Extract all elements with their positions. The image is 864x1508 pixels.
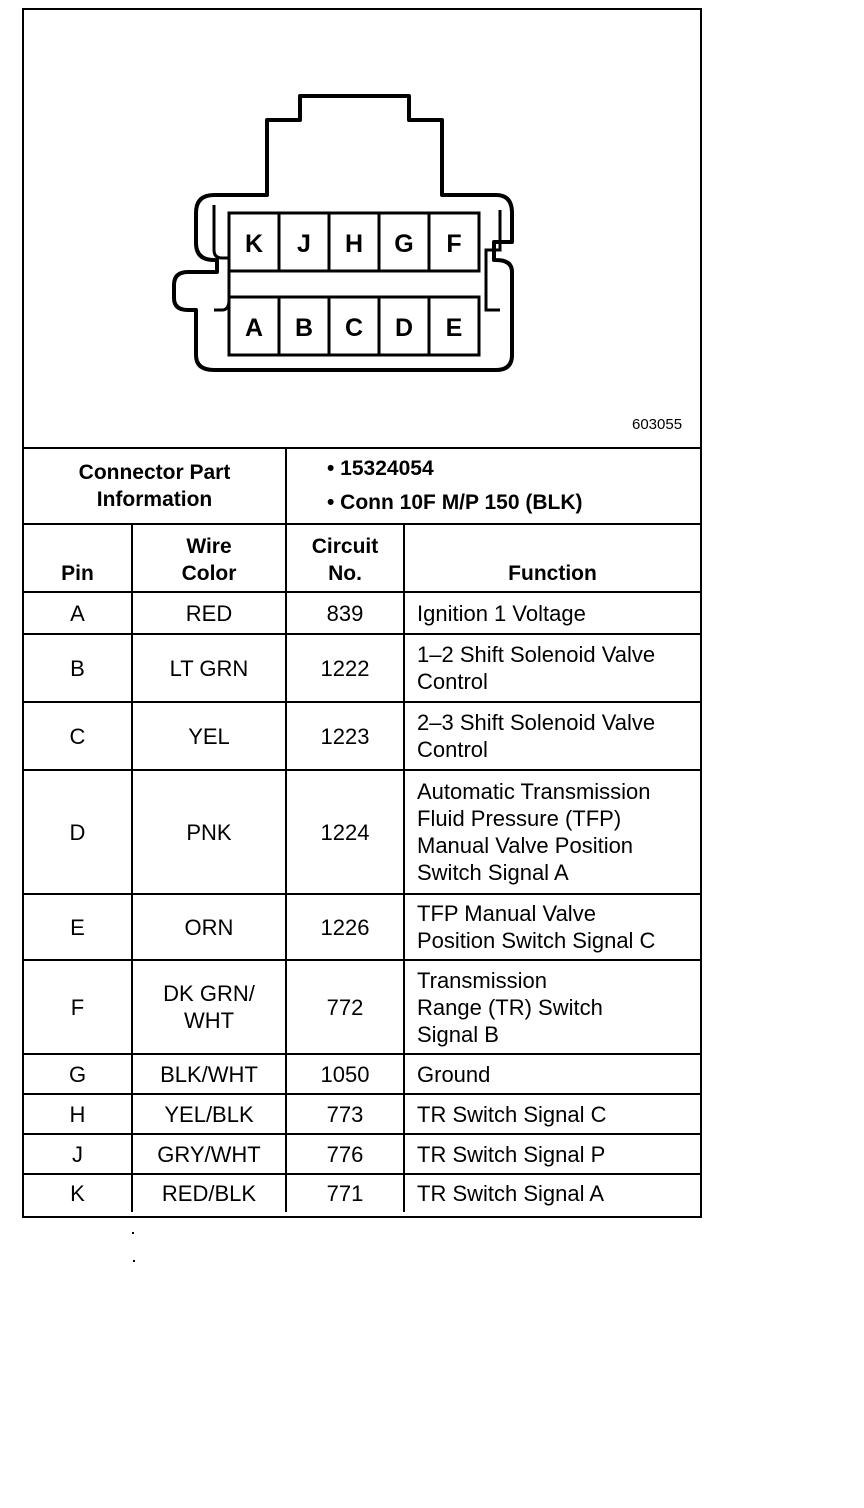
cell-circuit-text: 1224 <box>320 819 370 845</box>
cell-function-text: TR Switch Signal P <box>417 1141 606 1167</box>
cell-wire-color <box>132 1174 286 1212</box>
header-wire-line1: Wire <box>186 535 232 558</box>
cell-circuit-text: 1226 <box>320 914 370 940</box>
cell-pin-text: E <box>70 914 85 940</box>
cell-pin <box>24 702 132 770</box>
cell-function <box>404 1094 700 1134</box>
cell-function-text: TR Switch Signal C <box>417 1101 607 1127</box>
connector-face-drawing <box>24 10 700 447</box>
cell-function <box>404 894 700 960</box>
cell-pin <box>24 592 132 634</box>
cell-pin <box>24 770 132 894</box>
cell-function-text: TFP Manual Valve <box>417 901 596 926</box>
cell-pin-text: F <box>70 994 85 1020</box>
cell-function-text: Position Switch Signal C <box>417 928 656 953</box>
cell-wire-color-text: YEL <box>188 723 230 749</box>
connector-info-label-line2: Information <box>96 488 213 511</box>
table-header-row <box>24 524 700 592</box>
cell-wire-color-text: RED <box>185 600 233 626</box>
pin-label-K: K <box>244 230 264 258</box>
cell-function <box>404 634 700 702</box>
table-row <box>24 1054 700 1094</box>
cell-circuit <box>286 1134 404 1174</box>
connector-diagram <box>24 10 700 447</box>
cell-wire-color-text: RED/BLK <box>161 1181 257 1206</box>
cell-pin <box>24 1094 132 1134</box>
cell-pin-text: C <box>69 723 86 749</box>
cell-function-text: Transmission <box>417 967 547 993</box>
cell-pin <box>24 634 132 702</box>
table-row <box>24 1094 700 1134</box>
cell-pin <box>24 894 132 960</box>
cell-pin <box>24 1134 132 1174</box>
cell-wire-color <box>132 770 286 894</box>
cell-wire-color-text: PNK <box>186 819 232 845</box>
pin-label-G: G <box>394 230 414 258</box>
cell-wire-color <box>132 702 286 770</box>
pin-label-J: J <box>297 230 311 258</box>
cell-circuit <box>286 592 404 634</box>
cell-circuit <box>286 894 404 960</box>
cell-function <box>404 592 700 634</box>
cell-function-text: Ignition 1 Voltage <box>417 600 586 626</box>
cell-function <box>404 1134 700 1174</box>
cell-function-text: 2–3 Shift Solenoid Valve <box>417 710 656 735</box>
pin-label-C: C <box>344 314 364 342</box>
cell-function-text: Switch Signal A <box>417 860 569 885</box>
cell-circuit-text: 1223 <box>320 723 370 749</box>
pin-label-D: D <box>394 314 414 342</box>
cell-function-text: Automatic Transmission <box>417 779 651 804</box>
cell-circuit <box>286 770 404 894</box>
connector-frame <box>22 8 702 1218</box>
cell-wire-color-text: LT GRN <box>169 655 249 681</box>
cell-circuit-text: 1222 <box>320 655 370 681</box>
cell-pin-text: K <box>70 1181 85 1206</box>
table-row <box>24 702 700 770</box>
table-row <box>24 894 700 960</box>
cell-circuit-text: 773 <box>326 1101 364 1127</box>
cell-circuit-text: 1050 <box>320 1061 370 1087</box>
cell-function-text: 1–2 Shift Solenoid Valve <box>417 642 656 667</box>
cell-circuit <box>286 702 404 770</box>
cell-function-text: Fluid Pressure (TFP) <box>417 806 622 831</box>
cell-circuit-text: 839 <box>326 600 364 626</box>
table-row <box>24 770 700 894</box>
connector-part-number: • 15324054 <box>327 457 434 480</box>
connector-info-label-line1: Connector Part <box>78 461 231 484</box>
cell-function-text: Control <box>417 737 488 762</box>
connector-description: • Conn 10F M/P 150 (BLK) <box>327 491 583 514</box>
cell-function <box>404 770 700 894</box>
cell-wire-color <box>132 894 286 960</box>
cell-wire-color <box>132 1134 286 1174</box>
cell-pin-text: J <box>72 1141 83 1167</box>
header-wire-color <box>132 524 286 592</box>
cell-pin <box>24 1174 132 1212</box>
cell-circuit <box>286 960 404 1054</box>
connector-inner-contour <box>214 205 229 310</box>
cell-pin-text: D <box>69 819 86 845</box>
pin-label-B: B <box>294 314 314 342</box>
table-row <box>24 634 700 702</box>
cell-wire-color <box>132 634 286 702</box>
header-circuit-line1: Circuit <box>311 535 379 558</box>
cell-circuit <box>286 1054 404 1094</box>
cell-circuit <box>286 1174 404 1212</box>
cell-function-text: Signal B <box>417 1021 499 1047</box>
cell-wire-color <box>132 1094 286 1134</box>
header-circuit-line2: No. <box>328 562 362 585</box>
cell-function-text: Range (TR) Switch <box>417 994 603 1020</box>
cell-pin <box>24 1054 132 1094</box>
figure-id: 603055 <box>632 416 683 433</box>
cell-pin-text: B <box>70 655 85 681</box>
connector-info-row <box>24 448 700 524</box>
table-row <box>24 960 700 1054</box>
pin-label-H: H <box>344 230 364 258</box>
cell-function-text: Control <box>417 669 488 694</box>
header-pin: Pin <box>24 524 132 592</box>
pinout-table <box>24 447 700 1212</box>
cell-pin-text: H <box>69 1101 86 1127</box>
cell-wire-color-text: GRY/WHT <box>157 1141 261 1167</box>
cell-circuit-text: 776 <box>326 1141 364 1167</box>
cell-circuit-text: 772 <box>326 994 364 1020</box>
cell-circuit <box>286 1094 404 1134</box>
speck <box>132 1232 134 1234</box>
cell-function <box>404 1054 700 1094</box>
header-wire-line2: Color <box>181 562 237 585</box>
cell-wire-color-text: WHT <box>183 1008 235 1033</box>
header-function: Function <box>404 524 700 592</box>
cell-wire-color-text: BLK/WHT <box>160 1061 258 1087</box>
cell-wire-color-text: YEL/BLK <box>164 1101 254 1127</box>
cell-function-text: Manual Valve Position <box>417 833 634 858</box>
cell-wire-color-text: ORN <box>184 914 234 940</box>
cell-wire-color <box>132 1054 286 1094</box>
cell-function <box>404 960 700 1054</box>
connector-info-values <box>286 448 700 524</box>
speck <box>133 1260 135 1262</box>
table-row <box>24 592 700 634</box>
pin-label-A: A <box>244 314 264 342</box>
cell-function <box>404 702 700 770</box>
table-row <box>24 1134 700 1174</box>
cell-function <box>404 1174 700 1212</box>
cell-wire-color <box>132 592 286 634</box>
cell-circuit-text: 771 <box>326 1181 364 1206</box>
cell-function-text: Ground <box>417 1061 491 1087</box>
cell-pin <box>24 960 132 1054</box>
cell-wire-color <box>132 960 286 1054</box>
cell-function-text: TR Switch Signal A <box>417 1181 605 1206</box>
cell-pin-text: A <box>70 600 85 626</box>
connector-info-label <box>24 448 286 524</box>
cell-wire-color-text: DK GRN/ <box>163 981 255 1006</box>
header-circuit <box>286 524 404 592</box>
pin-label-F: F <box>446 230 462 258</box>
pin-label-E: E <box>445 314 463 342</box>
cell-pin-text: G <box>68 1061 87 1087</box>
table-row <box>24 1174 700 1212</box>
cell-circuit <box>286 634 404 702</box>
